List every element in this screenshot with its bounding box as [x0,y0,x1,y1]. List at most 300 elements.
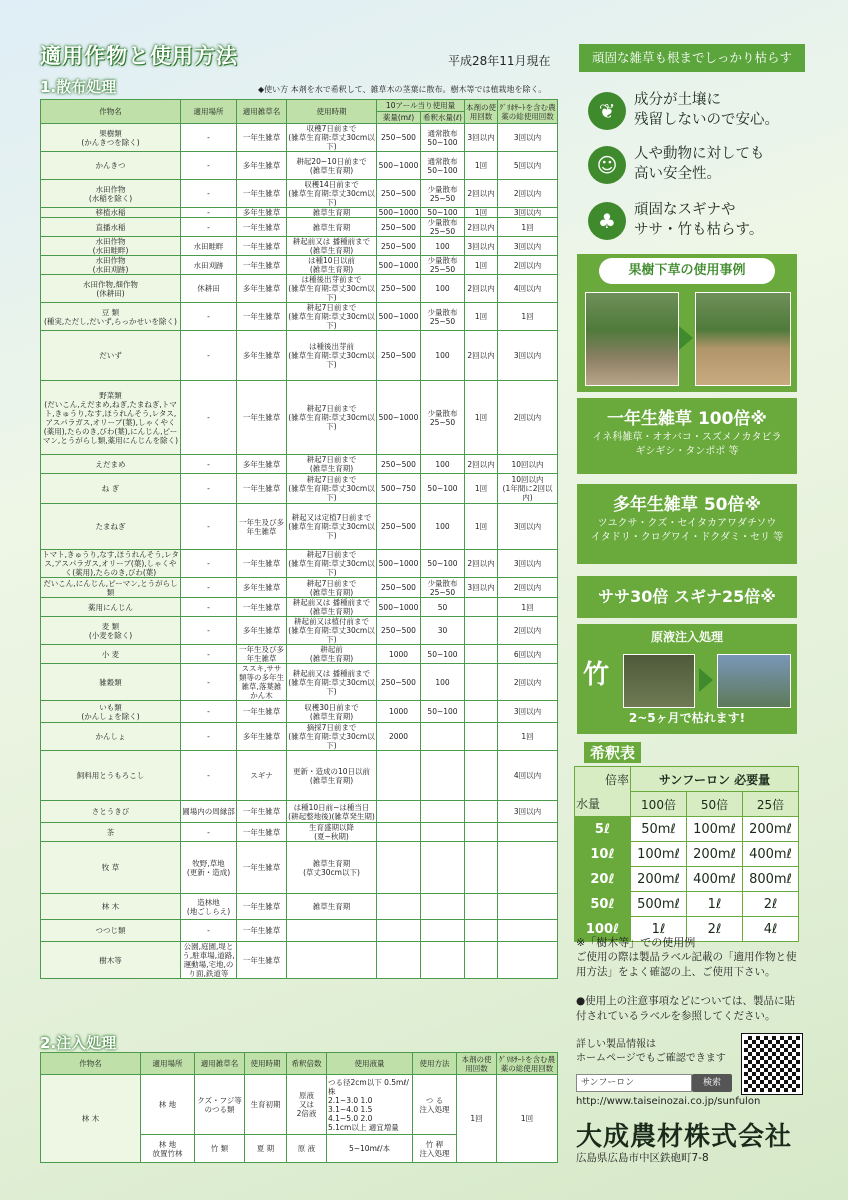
apply-place: - [181,823,237,842]
use-count: 1回 [465,208,498,218]
water-amount: 50 [421,598,465,617]
table-row [41,920,558,942]
total-count: 1回 [498,598,558,617]
use-count: 3回以内 [465,237,498,256]
weed-type: 多年生雑草 [237,578,287,598]
apply-place: - [181,664,237,701]
drug-amount: 250~500 [377,664,421,701]
inj-total: 1回 [497,1075,558,1163]
perennial-weed-ratio: 多年生雑草 50倍※ [612,495,762,515]
injection-months: 2~5ヶ月で枯れます! [628,711,746,725]
h-amount: 10アール当り使用量 [377,100,465,112]
label-check-note: ご使用の際は製品ラベル記載の「適用作物と使用方法」をよく確認の上、ご使用下さい。 [576,951,797,978]
drug-amount: 500~1000 [377,381,421,455]
water-amount: 通常散布 50~100 [421,152,465,180]
caution-note: ●使用上の注意事項などについては、製品に貼付されているラベルを参照してください。 [576,995,795,1022]
crop-name: だいこん,にんじん,ピーマン,とうがらし類 [41,578,181,598]
crop-name: 小 麦 [41,645,181,664]
feature-bamboo-text: 頑固なスギナや ササ・竹も枯らす。 [634,202,764,238]
apply-place: - [181,617,237,645]
weed-type: ススキ,ササ類等の多年生雑草,落葉雑かん木 [237,664,287,701]
drug-amount: 500~1000 [377,256,421,275]
required-amount: 2ℓ [743,892,799,917]
use-time: 耕起前又は植付前まで (雑草生育期:草丈30cm以下) [288,617,375,644]
use-time: 耕起7日前まで (雑草生育期:草丈30cm以下) [288,475,375,502]
apply-place: 水田刈跡 [181,256,237,275]
injection-box-title: 原液注入処理 [650,630,723,644]
crop-name: 樹木等 [41,942,181,979]
drug-amount [377,920,421,942]
weed-type: スギナ [237,751,287,801]
usage-note: ◆使い方 本剤を水で希釈して、雑草木の茎葉に散布。樹木等では植栽地を除く。 [258,85,547,94]
inj-r1-time: 生育初期 [245,1075,287,1135]
use-time: 耕起前又は 播種前まで (雑草生育期:草丈30cm以下) [287,664,377,701]
inj-r2-place: 林 地 放置竹林 [141,1135,195,1163]
bamboo-label: 竹 [583,660,610,690]
total-count: 3回以内 [498,550,558,578]
annual-weed-ratio: 一年生雑草 100倍※ [607,409,767,429]
water-amount: 50~100 [421,550,465,578]
injection-photo-1 [623,654,695,708]
table-row [41,801,558,823]
feature-soil [582,88,804,136]
drug-amount [377,751,421,801]
crop-name: えだまめ [41,455,181,474]
weed-type: 一年生雑草 [237,237,287,256]
search-button[interactable]: 検索 [692,1074,732,1092]
use-time: 雑草生育期 [287,208,377,218]
table-row [41,237,558,256]
weed-type: 一年生雑草 [237,256,287,275]
apply-place: 造林地 (地ごしらえ) [181,894,237,920]
use-count: 1回 [465,256,498,275]
dil-ratio-25: 25倍 [743,792,799,817]
apply-place: - [181,381,237,455]
drug-amount: 1000 [377,701,421,723]
required-amount: 4ℓ [743,917,799,942]
use-count: 2回以内 [465,180,498,208]
inj-r2-time: 夏 期 [245,1135,287,1163]
h-count: 本剤の使用回数 [465,100,498,124]
total-count: 3回以内 [498,237,558,256]
crop-name: 飼料用とうもろこし [41,751,181,801]
qr-code-icon[interactable] [742,1034,802,1094]
total-count [498,823,558,842]
inj-h-count: 本剤の使用回数 [457,1053,497,1075]
total-count: 6回以内 [498,645,558,664]
required-amount: 400mℓ [743,842,799,867]
water-amount: 100 [421,237,465,256]
weed-type: 多年生雑草 [237,208,287,218]
use-time [287,942,377,979]
use-count [465,723,498,751]
crop-name: かんきつ [41,152,181,180]
use-time: 耕起7日前まで (雑草生育期) [287,455,377,474]
inj-h-place: 適用場所 [141,1053,195,1075]
water-amount: 50~100 [421,645,465,664]
apply-place: - [181,152,237,180]
apply-place: - [181,723,237,751]
tree-example-title: ※「樹木等」での使用例 [576,936,696,949]
h-crop: 作物名 [41,100,181,124]
website-note: 詳しい製品情報は ホームページでもご確認できます [576,1039,726,1064]
table-row [41,723,558,751]
spray-table [40,99,558,979]
use-count [465,920,498,942]
use-count: 2回以内 [465,218,498,237]
inj-h-weed: 適用雑草名 [195,1053,245,1075]
crop-name: ね ぎ [41,474,181,504]
inj-r2-weed: 竹 類 [195,1135,245,1163]
apply-place: - [181,578,237,598]
table-row [41,942,558,979]
water-amount [421,823,465,842]
injection-photo-2 [717,654,791,708]
drug-amount [377,823,421,842]
table-row [41,664,558,701]
weed-type: 一年生雑草 [237,920,287,942]
use-time: 雑草生育期 (草丈30cm以下) [287,842,377,894]
crop-name: だいず [41,331,181,381]
h-place: 適用場所 [181,100,237,124]
dilution-row [575,892,799,917]
crop-name: 野菜類 (だいこん,えだまめ,ねぎ,たまねぎ,トマト,きゅうり,なす,ほうれんそう,レタス,アスパラガス,オリーブ(葉),しゃくやく(薬用),たらのき,びわ(葉),にんじん,ピーマン,とうがらし類,薬用にんじんを除く) [41,381,181,455]
table-row [41,823,558,842]
feature-soil-text: 成分が土壌に 残留しないので安心。 [634,92,779,128]
total-count: 2回以内 [498,578,558,598]
drug-amount [377,801,421,823]
dil-ratio-50: 50倍 [687,792,743,817]
water-amount: 少量散布 25~50 [421,256,465,275]
perennial-weed-box [577,484,797,564]
inj-h-crop: 作物名 [41,1053,141,1075]
use-count: 1回 [465,504,498,550]
use-count [465,645,498,664]
total-count [498,894,558,920]
table-row [41,381,558,455]
total-count: 5回以内 [498,152,558,180]
weed-type: 多年生雑草 [237,331,287,381]
dilution-title: 希釈表 [584,742,641,763]
company-address: 広島県広島市中区鉄砲町7-8 [576,1152,709,1164]
weed-type: 一年生雑草 [237,218,287,237]
crop-name: 果樹類 (かんきつを除く) [41,124,181,152]
water-amount: 少量散布 25~50 [421,303,465,331]
table-row [41,218,558,237]
apply-place: - [181,331,237,381]
feature-safety-text: 人や動物に対しても 高い安全性。 [634,146,765,182]
use-count: 2回以内 [465,550,498,578]
apply-place: - [181,645,237,664]
apply-place: - [181,455,237,474]
person-dog-icon: ☺ [588,146,626,184]
bamboo-icon: ♣ [588,202,626,240]
water-amount: 通常散布 50~100 [421,124,465,152]
use-count [465,942,498,979]
section-spray-title: 1.散布処理 [40,78,117,96]
required-amount: 100mℓ [631,842,687,867]
water-amount: 100 [421,504,465,550]
crop-name: 水田作物 (水稲を除く) [41,180,181,208]
apply-place: - [181,504,237,550]
inj-h-time: 使用時期 [245,1053,287,1075]
total-count: 4回以内 [498,751,558,801]
water-amount: 100 [421,455,465,474]
weed-type: 一年生雑草 [237,303,287,331]
drug-amount [377,842,421,894]
use-time: 耕起7日前まで (雑草生育期) [287,578,377,598]
apply-place: - [181,208,237,218]
h-weed: 適用雑草名 [237,100,287,124]
water-volume: 20ℓ [575,867,631,892]
total-count: 4回以内 [498,275,558,303]
section-injection-title: 2.注入処理 [40,1034,117,1052]
required-amount: 100mℓ [687,817,743,842]
injection-box [577,624,797,734]
use-time: 耕起前 (雑草生育期) [287,645,377,664]
total-count: 10回以内 [498,455,558,474]
water-amount: 100 [421,275,465,303]
crop-name: 薬用にんじん [41,598,181,617]
arrow-icon [699,668,713,692]
total-count: 2回以内 [498,180,558,208]
weed-type: 一年生雑草 [237,801,287,823]
table-row [41,751,558,801]
feature-safety [582,142,804,190]
inj-r1-ratio: 原液 又は 2倍液 [287,1075,327,1135]
use-count [465,894,498,920]
water-amount: 50~100 [421,208,465,218]
use-time: は種後出芽前まで (雑草生育期:草丈30cm以下) [288,275,375,302]
weed-type: 一年生及び多年生雑草 [237,504,287,550]
use-count: 3回以内 [465,578,498,598]
crop-name: 牧 草 [41,842,181,894]
crop-name: 直播水稲 [41,218,181,237]
website-link[interactable]: http://www.taiseinozai.co.jp/sunfulon [576,1096,761,1107]
crop-name: 水田作物,畑作物 (休耕田) [41,275,181,303]
apply-place: - [181,550,237,578]
search-input[interactable]: サンフーロン [576,1074,692,1092]
orchard-case-box [577,254,797,392]
table-row [41,550,558,578]
drug-amount: 250~500 [377,275,421,303]
crop-name: 水田作物 (水田畦畔) [41,237,181,256]
use-count: 1回 [465,303,498,331]
total-count [498,842,558,894]
water-amount: 少量散布 25~50 [421,578,465,598]
crop-name: 茶 [41,823,181,842]
use-count [465,751,498,801]
dilution-table [574,766,799,942]
water-amount [421,842,465,894]
required-amount: 2ℓ [687,917,743,942]
dil-water-label: 水量 [575,792,631,817]
dilution-row [575,842,799,867]
orchard-case-title: 果樹下草の使用事例 [599,258,775,284]
after-photo [695,292,791,386]
weed-type: 一年生雑草 [237,701,287,723]
crop-name: 麦 類 (小麦を除く) [41,617,181,645]
use-count [465,598,498,617]
use-time: 収穫14日前まで (雑草生育期:草丈30cm以下) [288,180,375,207]
crop-name: トマト,きゅうり,なす,ほうれんそう,レタス,アスパラガス,オリーブ(葉),しゃくやく(薬用),たらのき,びわ(葉) [42,550,179,577]
inj-r2-amount: 5~10mℓ/本 [327,1135,413,1163]
date-label: 平成28年11月現在 [448,54,551,68]
use-count [465,842,498,894]
weed-type: 多年生雑草 [237,617,287,645]
water-amount: 100 [421,331,465,381]
sasa-sugina-ratio: ササ30倍 スギナ25倍※ [577,576,797,618]
water-amount: 50~100 [421,474,465,504]
water-volume: 5ℓ [575,817,631,842]
sprout-icon: ❦ [588,92,626,130]
total-count: 3回以内 [498,331,558,381]
use-time: 収穫7日前まで (雑草生育期:草丈30cm以下) [288,124,375,151]
table-row [41,303,558,331]
water-amount [421,942,465,979]
total-count: 1回 [498,303,558,331]
apply-place: - [181,598,237,617]
use-count: 1回 [465,381,498,455]
use-time: は種10日前~は種当日 (耕起整地後)(雑草発生期) [288,802,375,821]
total-count: 10回以内 (1年間に2回以内) [498,474,558,504]
injection-table [40,1052,558,1163]
use-count: 1回 [465,474,498,504]
inj-r2-ratio: 原 液 [287,1135,327,1163]
required-amount: 500mℓ [631,892,687,917]
dilution-row [575,867,799,892]
arrow-icon [679,326,693,350]
total-count [498,942,558,979]
inj-r1-amount: つる径2cm以下 0.5mℓ/株 2.1~3.0 1.0 3.1~4.0 1.5 4.1~5.0 2.0 5.1cm以上 適宜増量 [327,1075,413,1135]
use-time: 耕起7日前まで (雑草生育期:草丈30cm以下) [287,381,377,455]
table-row [41,701,558,723]
water-amount [421,894,465,920]
inj-h-total: ｸﾞﾘﾎｻｰﾄを含む農薬の総使用回数 [497,1053,558,1075]
crop-name: 豆 類 (種実,ただし,だいず,らっかせいを除く) [41,303,181,331]
drug-amount: 500~1000 [377,208,421,218]
drug-amount: 250~500 [377,237,421,256]
crop-name: さとうきび [41,801,181,823]
total-count: 2回以内 [498,664,558,701]
crop-name: 雑穀類 [41,664,181,701]
crop-name: たまねぎ [41,504,181,550]
drug-amount: 2000 [377,723,421,751]
table-row [41,331,558,381]
water-volume: 10ℓ [575,842,631,867]
weed-type: 一年生雑草 [237,474,287,504]
weed-type: 一年生雑草 [237,894,287,920]
inj-r2-method: 竹 稈 注入処理 [413,1135,457,1163]
use-count [465,617,498,645]
weed-type: 一年生雑草 [237,598,287,617]
total-count: 3回以内 [498,208,558,218]
required-amount: 1ℓ [687,892,743,917]
crop-name: いも類 (かんしょを除く) [41,701,181,723]
apply-place: - [181,303,237,331]
water-amount [421,751,465,801]
use-count: 2回以内 [465,331,498,381]
total-count: 2回以内 [498,381,558,455]
weed-type: 一年生雑草 [237,823,287,842]
drug-amount: 500~750 [377,474,421,504]
table-row [41,504,558,550]
drug-amount: 250~500 [377,617,421,645]
table-row [41,275,558,303]
water-amount: 50~100 [421,701,465,723]
use-time: 雑草生育期 [287,894,377,920]
use-time: 耕起20~10日前まで (雑草生育期) [287,152,377,180]
table-row [41,894,558,920]
apply-place: - [181,920,237,942]
weed-type: 一年生雑草 [237,180,287,208]
page-title: 適用作物と使用方法 [40,44,238,68]
use-time: 耕起又は定植7日前まで (雑草生育期:草丈30cm以下) [287,504,377,550]
use-count: 2回以内 [465,455,498,474]
total-count: 2回以内 [498,256,558,275]
inj-h-ratio: 希釈倍数 [287,1053,327,1075]
drug-amount: 250~500 [377,218,421,237]
drug-amount: 250~500 [377,578,421,598]
apply-place: - [181,218,237,237]
required-amount: 200mℓ [743,817,799,842]
feature-bamboo [582,198,804,246]
use-time: 収穫30日前まで (雑草生育期) [287,701,377,723]
weed-type: 一年生雑草 [237,842,287,894]
drug-amount: 500~1000 [377,303,421,331]
total-count: 3回以内 [498,701,558,723]
apply-place: 休耕田 [181,275,237,303]
use-count [465,801,498,823]
total-count: 3回以内 [498,801,558,823]
drug-amount: 500~1000 [377,550,421,578]
table-row [41,842,558,894]
weed-type: 多年生雑草 [237,275,287,303]
apply-place: - [181,701,237,723]
water-volume: 100ℓ [575,917,631,942]
headline-banner: 頑固な雑草も根までしっかり枯らす [579,44,805,72]
annual-weed-list: イネ科雑草・オオバコ・スズメノカタビラ ギシギシ・タンポポ 等 [592,432,782,457]
use-time: 耕起7日前まで (雑草生育期:草丈30cm以下) [288,550,375,577]
use-count [465,701,498,723]
drug-amount: 1000 [377,645,421,664]
apply-place: 公園,庭園,堤とう,駐車場,道路,運動場,宅地,のり面,鉄道等 [182,942,235,978]
water-amount [421,723,465,751]
perennial-weed-list: ツユクサ・クズ・セイタカアワダチソウ イタドリ・クログワイ・ドクダミ・セリ 等 [590,518,784,543]
use-count [465,823,498,842]
table-row [41,645,558,664]
inj-h-amount: 使用液量 [327,1053,413,1075]
weed-type: 一年生及び多年生雑草 [237,645,287,664]
drug-amount: 250~500 [377,331,421,381]
table-row [41,124,558,152]
table-row [41,180,558,208]
inj-r1-method: つ る 注入処理 [413,1075,457,1135]
required-amount: 200mℓ [631,867,687,892]
inj-crop: 林 木 [41,1075,141,1163]
table-row [41,617,558,645]
weed-type: 一年生雑草 [237,124,287,152]
total-count: 3回以内 [498,504,558,550]
weed-type: 多年生雑草 [237,723,287,751]
crop-name: 林 木 [41,894,181,920]
drug-amount [377,942,421,979]
water-amount [421,801,465,823]
water-amount: 少量散布 25~50 [421,218,465,237]
use-time: は種10日以前 (雑草生育期) [287,256,377,275]
apply-place: 水田畦畔 [181,237,237,256]
h-time: 使用時期 [287,100,377,124]
